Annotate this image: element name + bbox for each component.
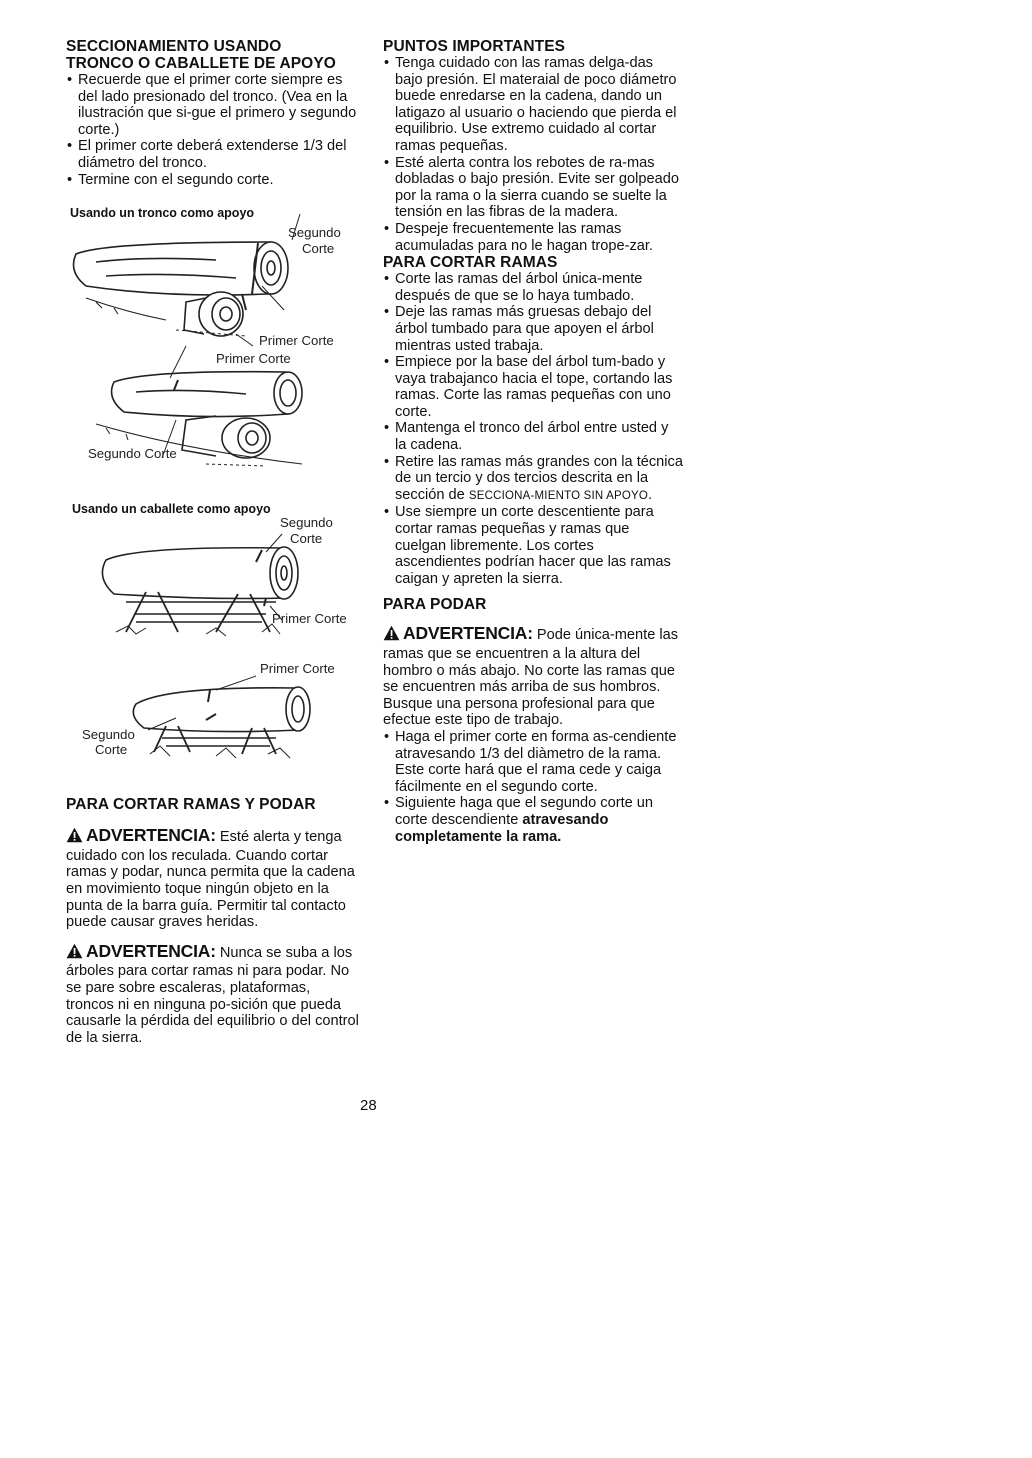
section-title-cortar-ramas: PARA CORTAR RAMAS bbox=[383, 254, 558, 272]
page-number: 28 bbox=[360, 1097, 377, 1114]
label-segundo: Segundo bbox=[280, 515, 333, 531]
title-line-2: TRONCO O CABALLETE DE APOYO bbox=[66, 55, 336, 72]
warning-label: ADVERTENCIA: bbox=[86, 940, 216, 961]
warning-label: ADVERTENCIA: bbox=[403, 623, 533, 644]
warning-shoulder-height bbox=[383, 625, 683, 729]
label-corte: Corte bbox=[302, 241, 335, 257]
warning-triangle-icon bbox=[383, 625, 400, 646]
warning-triangle-icon bbox=[66, 943, 83, 964]
warning-text: Esté alerta y tenga cuidado con los reculada. Cuando cortar ramas y podar, nunca permita que la cadena en movimiento toque ningún objeto en la punta de la barra guía. Permitir tal contacto puede causar graves heridas. bbox=[66, 829, 355, 931]
section-title-seccionamiento bbox=[66, 38, 362, 72]
list-item: • Corte las ramas del árbol única-mente después de que se lo haya tumbado. bbox=[383, 271, 683, 304]
list-item: • El primer corte deberá extenderse 1/3 del diámetro del tronco. bbox=[66, 138, 362, 171]
section-title-cortar-podar: PARA CORTAR RAMAS Y PODAR bbox=[66, 796, 316, 814]
list-item: • Use siempre un corte descentiente para cortar ramas pequeñas y ramas que cuelgan libremente. Los cortes ascendientes podrían hacer que las ramas caigan y apreten la sierra. bbox=[383, 504, 683, 587]
label-primer-corte-b: Primer Corte bbox=[260, 661, 335, 677]
label-segundo-b: Segundo bbox=[82, 727, 135, 743]
warning-kickback bbox=[66, 827, 362, 931]
list-item-text: Siguiente haga que el segundo corte un corte descendiente bbox=[395, 795, 654, 828]
list-item: • Despeje frecuentemente las ramas acumuladas para no le hagan trope-zar. bbox=[383, 221, 683, 254]
left-column bbox=[66, 38, 362, 1046]
list-item: • Mantenga el tronco del árbol entre usted y la cadena. bbox=[383, 420, 683, 453]
figure-caption: Usando un caballete como apoyo bbox=[72, 502, 271, 517]
warning-text: Pode única-mente las ramas que se encuentren a la altura del hombro o más abajo. No corte las ramas que se encuentren más arriba de sus hombros. Busque una persona profesional para que efectue este tipo de trabajo. bbox=[383, 627, 679, 729]
figure-sawhorse-support bbox=[66, 502, 362, 792]
figure-log-support bbox=[66, 202, 362, 492]
warning-no-climb bbox=[66, 940, 362, 1047]
label-primer-corte-a: Primer Corte bbox=[272, 611, 347, 627]
bullet-list-puntos bbox=[383, 55, 683, 254]
list-item: • Termine con el segundo corte. bbox=[66, 172, 362, 189]
list-item-bold-text: atravesando completamente la rama. bbox=[395, 811, 609, 845]
warning-label: ADVERTENCIA: bbox=[86, 825, 216, 846]
label-corte: Corte bbox=[290, 531, 323, 547]
list-item: • Esté alerta contra los rebotes de ra-mas dobladas o bajo presión. Evite ser golpeado por la rama o la sierra cuando se suelte la tensión en las fibras de la madera. bbox=[383, 155, 683, 221]
list-item: • Haga el primer corte en forma as-cendiente atravesando 1/3 del diàmetro de la rama. Este corte hará que el rama cede y caiga fácilmente en el segundo corte. bbox=[383, 729, 683, 795]
section-title-podar: PARA PODAR bbox=[383, 596, 487, 614]
list-item bbox=[383, 454, 683, 505]
list-item: • Deje las ramas más gruesas debajo del árbol tumbado para que apoyen el árbol mientras usted trabaja. bbox=[383, 304, 683, 354]
label-segundo: Segundo bbox=[288, 225, 341, 241]
warning-text: Nunca se suba a los árboles para cortar ramas ni para podar. No se pare sobre escaleras, plataformas, troncos ni en ninguna po-sición que pueda causarle la pérdida del equilibrio o del control de la sierra. bbox=[66, 944, 359, 1046]
label-primer-corte-b: Primer Corte bbox=[216, 351, 291, 367]
bullet-list-cortar-ramas bbox=[383, 271, 683, 587]
list-item-text-end: . bbox=[648, 486, 653, 503]
list-item-text: Retire las ramas más grandes con la técnica de un tercio y dos tercios descrita en la sección de bbox=[395, 453, 683, 503]
warning-triangle-icon bbox=[66, 827, 83, 848]
list-item: • Empiece por la base del árbol tum-bado y vaya trabajanco hacia el tope, cortando las ramas. Corte las ramas pequeñas con uno corte. bbox=[383, 354, 683, 420]
section-reference: SECCIONA-MIENTO SIN APOYO bbox=[468, 489, 649, 502]
list-item: • Tenga cuidado con las ramas delga-das bajo presión. El materaial de poco diámetro buede enredarse en la cadena, dando un latigazo al usuario o haciendo que pierda el equilibrio. Use extremo cuidado al cortar ramas pequeñas. bbox=[383, 55, 683, 155]
list-item: • Recuerde que el primer corte siempre es del lado presionado del tronco. (Vea en la ilustración que si-gue el primero y segundo corte.) bbox=[66, 72, 362, 138]
section-title-puntos-importantes: PUNTOS IMPORTANTES bbox=[383, 38, 566, 55]
bullet-list-podar bbox=[383, 729, 683, 845]
label-corte-b: Corte bbox=[95, 742, 128, 758]
list-item bbox=[383, 795, 683, 845]
label-segundo-corte: Segundo Corte bbox=[88, 446, 177, 462]
right-column bbox=[383, 38, 683, 845]
figure-caption: Usando un tronco como apoyo bbox=[70, 206, 255, 221]
title-line-1: SECCIONAMIENTO USANDO bbox=[66, 38, 282, 55]
label-primer-corte-a: Primer Corte bbox=[259, 333, 334, 349]
bullet-list-seccionamiento bbox=[66, 72, 362, 188]
